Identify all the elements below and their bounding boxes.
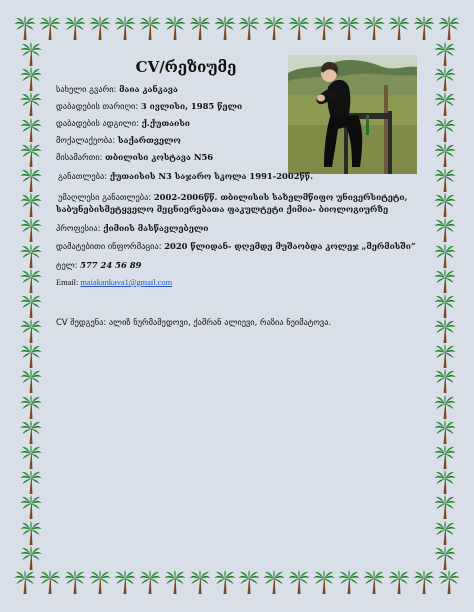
- palm-tree-icon: [288, 16, 310, 40]
- palm-tree-icon: [338, 16, 360, 40]
- palm-tree-icon: [288, 570, 310, 594]
- compiled-by-note: CV შედგენა: ალიზ ნურმამედოვი, ქამრან ალიევი, რაზია ნეიმატოვა.: [56, 317, 332, 327]
- palm-tree-icon: [438, 16, 460, 40]
- palm-tree-icon: [434, 395, 456, 419]
- palm-tree-icon: [20, 395, 42, 419]
- palm-tree-icon: [20, 118, 42, 142]
- palm-tree-icon: [39, 570, 61, 594]
- palm-tree-icon: [434, 67, 456, 91]
- palm-tree-icon: [434, 445, 456, 469]
- field-higher-education: უმაღლესი განათლება: 2002-2006წწ. თბილისის სახელმწიფო უნივერსიტეტი,: [58, 192, 408, 202]
- palm-border-left: [18, 42, 44, 570]
- field-higher-education-continued: საბუნებისმეტყველო მეცნიერებათა ფაკულტეტი ქიმია- ბიოლოგიურზე: [56, 204, 389, 214]
- palm-border-right: [432, 42, 458, 570]
- palm-tree-icon: [64, 16, 86, 40]
- palm-tree-icon: [214, 16, 236, 40]
- palm-tree-icon: [20, 495, 42, 519]
- palm-tree-icon: [434, 118, 456, 142]
- palm-tree-icon: [434, 218, 456, 242]
- palm-tree-icon: [20, 521, 42, 545]
- palm-tree-icon: [39, 16, 61, 40]
- palm-tree-icon: [434, 193, 456, 217]
- palm-tree-icon: [434, 269, 456, 293]
- palm-tree-icon: [20, 269, 42, 293]
- field-additional-info: დამატებითი ინფორმაცია: 2020 წლიდან- დღემდე მუშაობდა კოლეჯ „მერმისში“: [56, 241, 416, 251]
- palm-tree-icon: [434, 244, 456, 268]
- palm-tree-icon: [434, 92, 456, 116]
- field-birth-place: დაბადების ადგილი: ქ.ქუთაისი: [56, 118, 190, 128]
- palm-tree-icon: [434, 546, 456, 570]
- palm-tree-icon: [20, 42, 42, 66]
- palm-tree-icon: [64, 570, 86, 594]
- palm-tree-icon: [20, 294, 42, 318]
- palm-tree-icon: [434, 420, 456, 444]
- palm-tree-icon: [20, 193, 42, 217]
- palm-tree-icon: [189, 16, 211, 40]
- palm-border-bottom: [14, 570, 460, 596]
- palm-tree-icon: [434, 369, 456, 393]
- field-birth-date: დაბადების თარიღი: 3 ივლისი, 1985 წელი: [56, 101, 243, 111]
- palm-tree-icon: [313, 16, 335, 40]
- palm-tree-icon: [14, 16, 36, 40]
- palm-tree-icon: [413, 16, 435, 40]
- palm-tree-icon: [434, 319, 456, 343]
- palm-tree-icon: [214, 570, 236, 594]
- palm-tree-icon: [388, 16, 410, 40]
- palm-tree-icon: [20, 168, 42, 192]
- palm-tree-icon: [363, 570, 385, 594]
- palm-tree-icon: [434, 344, 456, 368]
- field-profession: პროფესია: ქიმიის მასწავლებელი: [56, 223, 209, 233]
- palm-tree-icon: [238, 570, 260, 594]
- field-citizenship: მოქალაქეობა: საქართველო: [56, 135, 181, 145]
- palm-tree-icon: [20, 92, 42, 116]
- palm-tree-icon: [20, 143, 42, 167]
- palm-tree-icon: [434, 294, 456, 318]
- palm-tree-icon: [434, 42, 456, 66]
- palm-tree-icon: [89, 16, 111, 40]
- palm-tree-icon: [20, 369, 42, 393]
- field-email: [56, 278, 172, 287]
- palm-tree-icon: [89, 570, 111, 594]
- email-link[interactable]: maiakankava1@gmail.com: [80, 278, 173, 287]
- palm-tree-icon: [338, 570, 360, 594]
- palm-tree-icon: [20, 546, 42, 570]
- palm-tree-icon: [20, 67, 42, 91]
- palm-tree-icon: [438, 570, 460, 594]
- palm-tree-icon: [114, 16, 136, 40]
- palm-tree-icon: [20, 445, 42, 469]
- palm-tree-icon: [20, 319, 42, 343]
- palm-tree-icon: [139, 570, 161, 594]
- page-title: CV/რეზიუმე: [135, 58, 237, 76]
- palm-tree-icon: [263, 16, 285, 40]
- field-full-name: სახელი გვარი: მაია კანკავა: [56, 84, 178, 94]
- palm-tree-icon: [434, 495, 456, 519]
- palm-tree-icon: [189, 570, 211, 594]
- palm-tree-icon: [139, 16, 161, 40]
- field-address: მისამართი: თბილისი კოსტავა N56: [56, 152, 214, 162]
- palm-tree-icon: [434, 168, 456, 192]
- field-phone: ტელ: 577 24 56 89: [56, 260, 142, 270]
- palm-tree-icon: [114, 570, 136, 594]
- palm-tree-icon: [20, 470, 42, 494]
- palm-tree-icon: [413, 570, 435, 594]
- palm-tree-icon: [20, 218, 42, 242]
- palm-tree-icon: [363, 16, 385, 40]
- palm-tree-icon: [20, 244, 42, 268]
- palm-tree-icon: [434, 521, 456, 545]
- profile-photo: [288, 55, 417, 174]
- palm-tree-icon: [164, 570, 186, 594]
- palm-tree-icon: [238, 16, 260, 40]
- palm-tree-icon: [14, 570, 36, 594]
- palm-border-top: [14, 16, 460, 42]
- palm-tree-icon: [434, 143, 456, 167]
- field-education: განათლება: ქუთაისის N3 საჯარო სკოლა 1991-2002წწ.: [58, 171, 313, 181]
- palm-tree-icon: [20, 420, 42, 444]
- palm-tree-icon: [164, 16, 186, 40]
- palm-tree-icon: [263, 570, 285, 594]
- palm-tree-icon: [388, 570, 410, 594]
- palm-tree-icon: [313, 570, 335, 594]
- palm-tree-icon: [20, 344, 42, 368]
- email-label: Email:: [56, 278, 79, 287]
- palm-tree-icon: [434, 470, 456, 494]
